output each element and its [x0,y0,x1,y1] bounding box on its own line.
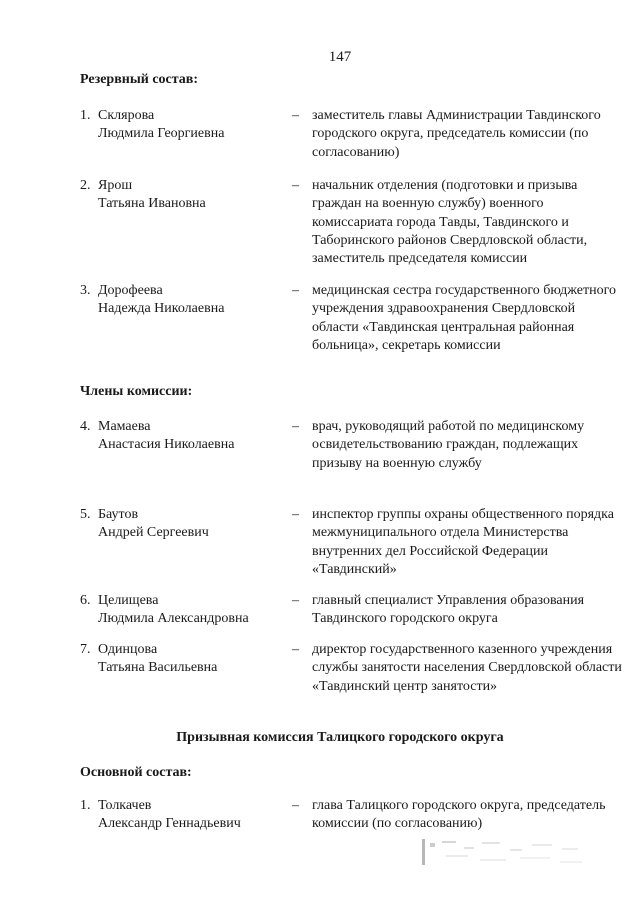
item-number: 2. [80,178,91,193]
surname: Дорофеева [98,283,163,298]
section-heading-main: Основной состав: [80,765,192,780]
dash: – [292,798,299,813]
person-name [98,107,288,144]
dash: – [292,178,299,193]
dash: – [292,419,299,434]
surname: Мамаева [98,419,151,434]
page-number: 147 [328,49,352,65]
surname: Баутов [98,507,139,522]
item-number: 6. [80,593,91,608]
dash: – [292,283,299,298]
given-names: Людмила Александровна [98,611,249,627]
person-name [98,506,288,543]
position-description: медицинская сестра государственного бюджетного учреждения здравоохранения Свердловской области «Тавдинская центральная районная больница», секретарь комиссии [312,283,616,353]
commission-title: Призывная комиссия Талицкого городского округа [176,730,504,745]
given-names: Анастасия Николаевна [98,437,235,453]
position-description: инспектор группы охраны общественного порядка межмуниципального отдела Министерства внутренних дел Российской Федерации «Тавдинский» [312,507,614,577]
section-heading-members: Члены комиссии: [80,384,193,399]
position-description: главный специалист Управления образования Тавдинского городского округа [312,593,585,627]
item-number: 7. [80,642,91,657]
dash: – [292,507,299,522]
position-description: заместитель главы Администрации Тавдинского городского округа, председатель комиссии (по согласованию) [312,108,601,160]
given-names: Андрей Сергеевич [98,525,209,541]
person-name [98,797,288,834]
item-number: 3. [80,283,91,298]
surname: Склярова [98,108,155,123]
section-heading-reserve: Резервный состав: [80,72,199,87]
person-name [98,592,288,629]
surname: Одинцова [98,642,158,657]
surname: Целищева [98,593,159,608]
dash: – [292,108,299,123]
given-names: Татьяна Ивановна [98,196,206,212]
surname: Толкачев [98,798,152,813]
position-description: глава Талицкого городского округа, председатель комиссии (по согласованию) [312,798,606,832]
dash: – [292,642,299,657]
person-name [98,177,288,214]
given-names: Надежда Николаевна [98,301,225,317]
faint-stamp-mark [420,833,600,873]
item-number: 5. [80,507,91,522]
item-number: 1. [80,798,91,813]
person-name [98,641,288,678]
position-description: директор государственного казенного учреждения службы занятости населения Свердловской области «Тавдинский центр занятости» [312,642,622,694]
item-number: 4. [80,419,91,434]
given-names: Александр Геннадьевич [98,816,241,832]
dash: – [292,593,299,608]
person-name [98,282,288,319]
given-names: Татьяна Васильевна [98,660,218,676]
position-description: начальник отделения (подготовки и призыва граждан на военную службу) военного комиссариата города Тавды, Тавдинского и Таборинского районов Свердловской области, заместитель председателя комиссии [312,178,588,267]
given-names: Людмила Георгиевна [98,126,225,142]
person-name [98,418,288,455]
position-description: врач, руководящий работой по медицинскому освидетельствованию граждан, подлежащих призыву на военную службу [312,419,585,471]
surname: Ярош [98,178,133,193]
item-number: 1. [80,108,91,123]
